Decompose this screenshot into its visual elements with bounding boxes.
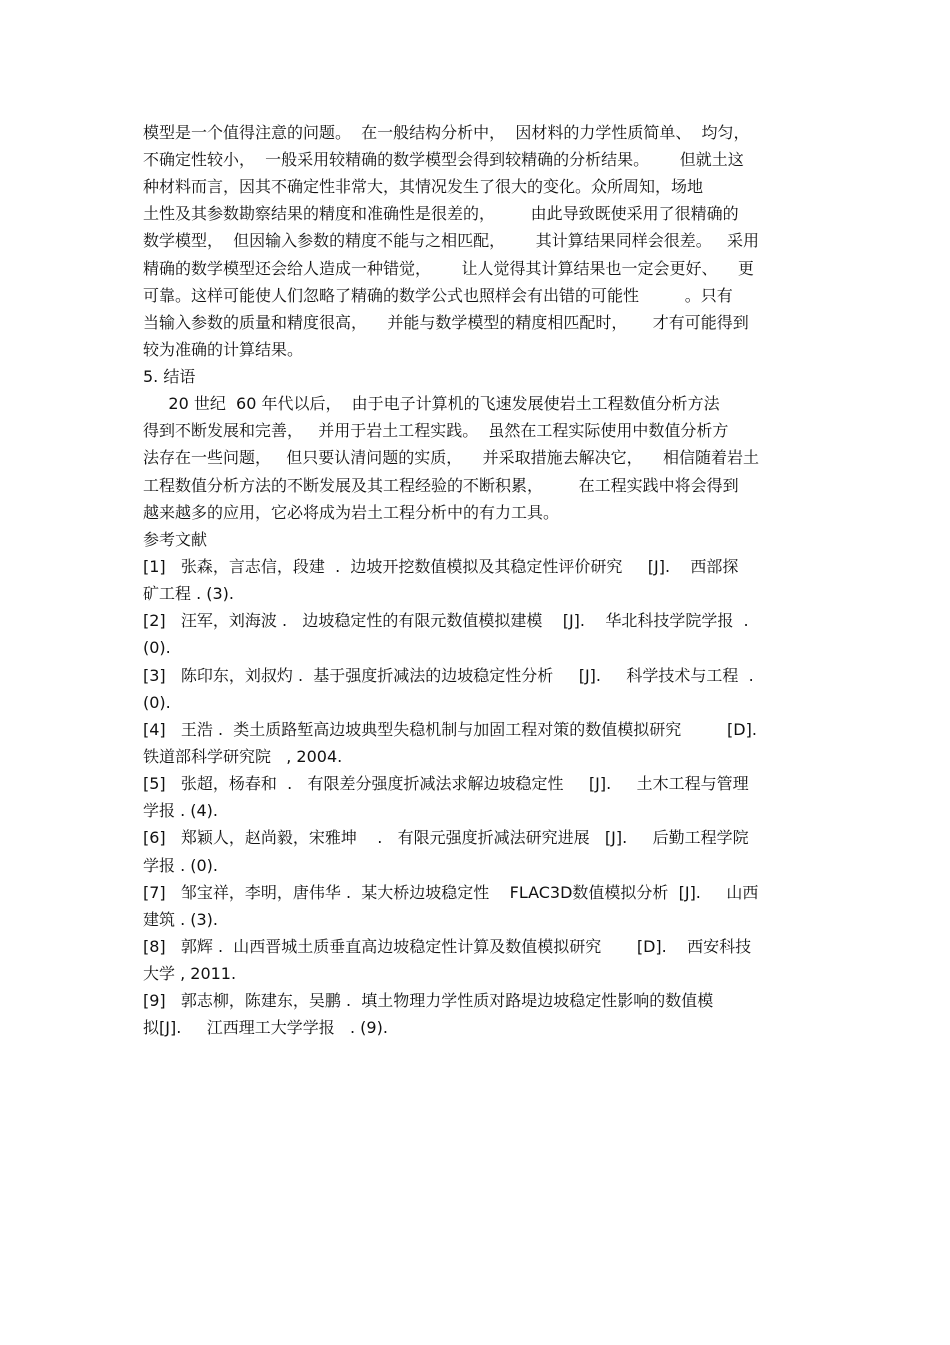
conclusion-text-line: 得到不断发展和完善， 并用于岩土工程实践。 虽然在工程实际使用中数值分析方 bbox=[143, 421, 729, 440]
body-text-line: 模型是一个值得注意的问题。 在一般结构分析中， 因材料的力学性质简单、 均匀， bbox=[143, 123, 750, 142]
body-text-line: 较为准确的计算结果。 bbox=[143, 340, 304, 359]
reference-line: [9] 郭志柳，陈建东，吴鹏 . 填土物理力学性质对路堤边坡稳定性影响的数值模 bbox=[143, 991, 714, 1010]
reference-line: [3] 陈印东，刘叔灼 . 基于强度折减法的边坡稳定性分析 [J]. 科学技术与工程 . bbox=[143, 666, 754, 685]
reference-line: 学报 . (4). bbox=[143, 801, 219, 820]
reference-line: [6] 郑颖人，赵尚毅，宋雅坤 . 有限元强度折减法研究进展 [J]. 后勤工程学院 bbox=[143, 828, 749, 847]
reference-line: [2] 汪军，刘海波 . 边坡稳定性的有限元数值模拟建模 [J]. 华北科技学院学报 . bbox=[143, 611, 749, 630]
section-heading: 5. 结语 bbox=[143, 367, 196, 386]
reference-line: 矿工程 . (3). bbox=[143, 584, 235, 603]
reference-line: 铁道部科学研究院 , 2004. bbox=[143, 747, 343, 766]
body-text-line: 当输入参数的质量和精度很高， 并能与数学模型的精度相匹配时， 才有可能得到 bbox=[143, 313, 749, 332]
body-text-line: 可靠。这样可能使人们忽略了精确的数学公式也照样会有出错的可能性 。只有 bbox=[143, 286, 733, 305]
conclusion-text-line: 工程数值分析方法的不断发展及其工程经验的不断积累， 在工程实践中将会得到 bbox=[143, 476, 739, 495]
body-text-line: 种材料而言，因其不确定性非常大，其情况发生了很大的变化。众所周知，场地 bbox=[143, 177, 704, 196]
conclusion-text-line: 法存在一些问题， 但只要认清问题的实质， 并采取措施去解决它， 相信随着岩土 bbox=[143, 448, 759, 467]
body-text-line: 数学模型， 但因输入参数的精度不能与之相匹配， 其计算结果同样会很差。 采用 bbox=[143, 231, 759, 250]
reference-line: 建筑 . (3). bbox=[143, 910, 219, 929]
reference-line: [1] 张森，言志信，段建 . 边坡开挖数值模拟及其稳定性评价研究 [J]. 西部探 bbox=[143, 557, 739, 576]
body-text-line: 不确定性较小， 一般采用较精确的数学模型会得到较精确的分析结果。 但就土这 bbox=[143, 150, 744, 169]
reference-line: [7] 邹宝祥，李明，唐伟华 . 某大桥边坡稳定性 FLAC3D数值模拟分析 [J]. 山西 bbox=[143, 883, 759, 902]
reference-line: [8] 郭辉 . 山西晋城土质垂直高边坡稳定性计算及数值模拟研究 [D]. 西安科技 bbox=[143, 937, 752, 956]
body-text-line: 精确的数学模型还会给人造成一种错觉， 让人觉得其计算结果也一定会更好、 更 bbox=[143, 259, 754, 278]
conclusion-text-line: 越来越多的应用，它必将成为岩土工程分析中的有力工具。 bbox=[143, 503, 560, 522]
reference-line: (0). bbox=[143, 638, 171, 657]
references-heading: 参考文献 bbox=[143, 530, 208, 549]
reference-line: (0). bbox=[143, 693, 171, 712]
body-text-line: 土性及其参数勘察结果的精度和准确性是很差的， 由此导致既使采用了很精确的 bbox=[143, 204, 739, 223]
conclusion-text-line: 20 世纪 60 年代以后， 由于电子计算机的飞速发展使岩土工程数值分析方法 bbox=[143, 394, 720, 413]
reference-line: [5] 张超，杨春和 . 有限差分强度折减法求解边坡稳定性 [J]. 土木工程与管理 bbox=[143, 774, 749, 793]
reference-line: [4] 王浩 . 类土质路堑高边坡典型失稳机制与加固工程对策的数值模拟研究 [D]. bbox=[143, 720, 757, 739]
reference-line: 拟[J]. 江西理工大学学报 . (9). bbox=[143, 1018, 388, 1037]
reference-line: 大学 , 2011. bbox=[143, 964, 237, 983]
reference-line: 学报 . (0). bbox=[143, 856, 219, 875]
